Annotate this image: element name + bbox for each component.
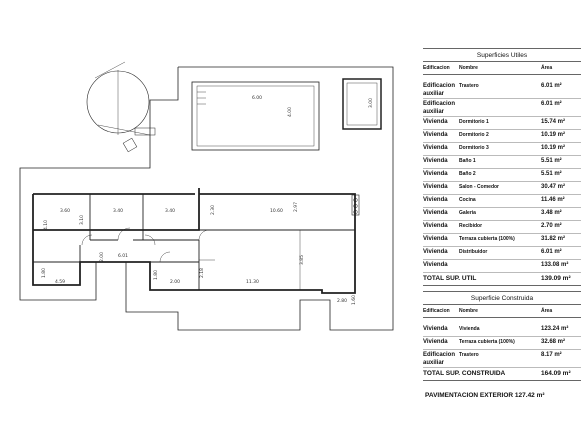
construida-rows	[423, 324, 581, 368]
table-row	[423, 117, 581, 130]
edificacion-cell: Vivienda	[423, 145, 448, 151]
area-cell: 2.70 m²	[541, 223, 562, 229]
edificacion-cell: Edificacion auxiliar	[423, 101, 456, 115]
area-cell: 10.19 m²	[541, 145, 566, 151]
area-cell: 6.01 m²	[541, 249, 562, 255]
total-row	[423, 273, 581, 286]
area-cell: 8.17 m²	[541, 352, 562, 358]
header-edificacion: Edificacion	[423, 308, 450, 314]
edificacion-cell: Vivienda	[423, 223, 448, 229]
dim-galeria: 2.80	[337, 299, 348, 304]
table-row	[423, 247, 581, 260]
table-row	[423, 350, 581, 368]
superficies-utiles-table	[423, 48, 581, 286]
table-row	[423, 99, 581, 117]
area-cell: 123.24 m²	[541, 326, 569, 332]
nombre-cell: Terraza cubierta (100%)	[459, 236, 515, 242]
nombre-cell: Terraza cubierta (100%)	[459, 339, 515, 345]
dim-salon-length: 11.30	[246, 280, 259, 285]
dim-dorm2: 3.40	[113, 209, 124, 214]
area-cell: 15.74 m²	[541, 119, 566, 125]
nombre-cell: Dormitorio 2	[459, 132, 489, 138]
total-value: 164.09 m²	[541, 370, 571, 377]
dim-bath-height: 3.10	[80, 214, 85, 225]
edificacion-cell: Vivienda	[423, 326, 448, 332]
area-cell: 11.46 m²	[541, 197, 565, 203]
nombre-cell: Recibidor	[459, 223, 483, 229]
edificacion-cell: Vivienda	[423, 339, 448, 345]
table-row	[423, 182, 581, 195]
table-row	[423, 234, 581, 247]
nombre-cell: Trastero	[459, 83, 479, 89]
dim-bath1: 4.59	[55, 280, 66, 285]
dim-hall: 2.00	[100, 251, 105, 262]
edificacion-cell: Edificacion auxiliar	[423, 352, 456, 366]
area-cell: 3.48 m²	[541, 210, 562, 216]
total-label: TOTAL SUP. CONSTRUIDA	[423, 370, 506, 377]
header-nombre: Nombre	[459, 308, 478, 314]
area-cell: 32.68 m²	[541, 339, 566, 345]
table-row	[423, 81, 581, 99]
edificacion-cell: Vivienda	[423, 132, 448, 138]
dim-recibidor: 2.18	[200, 267, 205, 278]
dim-bath1-height: 1.80	[42, 267, 47, 278]
pavimentacion-exterior: PAVIMENTACION EXTERIOR 127.42 m²	[425, 392, 545, 399]
dim-dorm1-height: 4.10	[44, 219, 49, 230]
table-header	[423, 62, 581, 75]
table-row	[423, 130, 581, 143]
nombre-cell: Baño 1	[459, 158, 476, 164]
nombre-cell: Distribuidor	[459, 249, 488, 255]
dim-salon-height: 3.85	[300, 254, 305, 265]
house-walls	[33, 188, 355, 293]
table-title: Superficies Utiles	[423, 48, 581, 62]
table-row	[423, 143, 581, 156]
utiles-rows	[423, 81, 581, 273]
total-label: TOTAL SUP. UTIL	[423, 275, 477, 282]
table-row	[423, 260, 581, 273]
dim-trastero: 3.00	[369, 97, 374, 108]
dim-terrace-height: 2.30	[211, 204, 216, 215]
dim-terrace-inner: 2.97	[294, 201, 299, 212]
table-row	[423, 169, 581, 182]
area-cell: 31.82 m²	[541, 236, 566, 242]
nombre-cell: Cocina	[459, 197, 476, 203]
dim-bath2: 2.00	[170, 280, 181, 285]
edificacion-cell: Vivienda	[423, 262, 448, 268]
area-cell: 133.08 m²	[541, 262, 569, 268]
edificacion-cell: Edificacion auxiliar	[423, 83, 456, 97]
dim-pool-length: 6.00	[252, 96, 263, 101]
table-row	[423, 208, 581, 221]
table-row	[423, 324, 581, 337]
edificacion-cell: Vivienda	[423, 210, 448, 216]
nombre-cell: Vivienda	[459, 326, 480, 332]
edificacion-cell: Vivienda	[423, 197, 448, 203]
header-area: Área	[541, 65, 553, 71]
nombre-cell: Dormitorio 3	[459, 145, 489, 151]
table-row	[423, 156, 581, 169]
nombre-cell: Dormitorio 1	[459, 119, 489, 125]
total-value: 139.09 m²	[541, 275, 571, 282]
area-cell: 6.01 m²	[541, 83, 562, 89]
dim-distribuidor: 6.01	[118, 254, 129, 259]
dim-dorm1: 3.60	[60, 209, 71, 214]
nombre-cell: Salon - Comedor	[459, 184, 500, 190]
dim-galeria-height: 1.60	[352, 294, 357, 305]
dim-bath2-height: 1.80	[154, 269, 159, 280]
edificacion-cell: Vivienda	[423, 119, 448, 125]
total-row	[423, 368, 581, 381]
edificacion-cell: Vivienda	[423, 171, 448, 177]
superficie-construida-table	[423, 291, 581, 381]
nombre-cell: Baño 2	[459, 171, 476, 177]
pool	[192, 82, 319, 150]
edificacion-cell: Vivienda	[423, 236, 448, 242]
table-row	[423, 195, 581, 208]
dim-dorm3: 3.40	[165, 209, 176, 214]
trastero-building	[343, 79, 381, 129]
table-row	[423, 337, 581, 350]
dimension-labels	[41, 95, 374, 305]
nombre-cell: Trastero	[459, 352, 479, 358]
area-cell: 5.51 m²	[541, 171, 562, 177]
header-edificacion: Edificacion	[423, 65, 450, 71]
area-cell: 6.01 m²	[541, 101, 562, 107]
area-cell: 30.47 m²	[541, 184, 566, 190]
edificacion-cell: Vivienda	[423, 158, 448, 164]
area-cell: 10.19 m²	[541, 132, 566, 138]
edificacion-cell: Vivienda	[423, 184, 448, 190]
header-area: Área	[541, 308, 553, 314]
nombre-cell: Galeria	[459, 210, 476, 216]
table-row	[423, 221, 581, 234]
area-cell: 5.51 m²	[541, 158, 562, 164]
dim-pool-width: 4.00	[288, 106, 293, 117]
table-header	[423, 305, 581, 318]
edificacion-cell: Vivienda	[423, 249, 448, 255]
table-title: Superficie Construida	[423, 291, 581, 305]
dim-terrace-length: 10.60	[270, 209, 283, 214]
header-nombre: Nombre	[459, 65, 478, 71]
